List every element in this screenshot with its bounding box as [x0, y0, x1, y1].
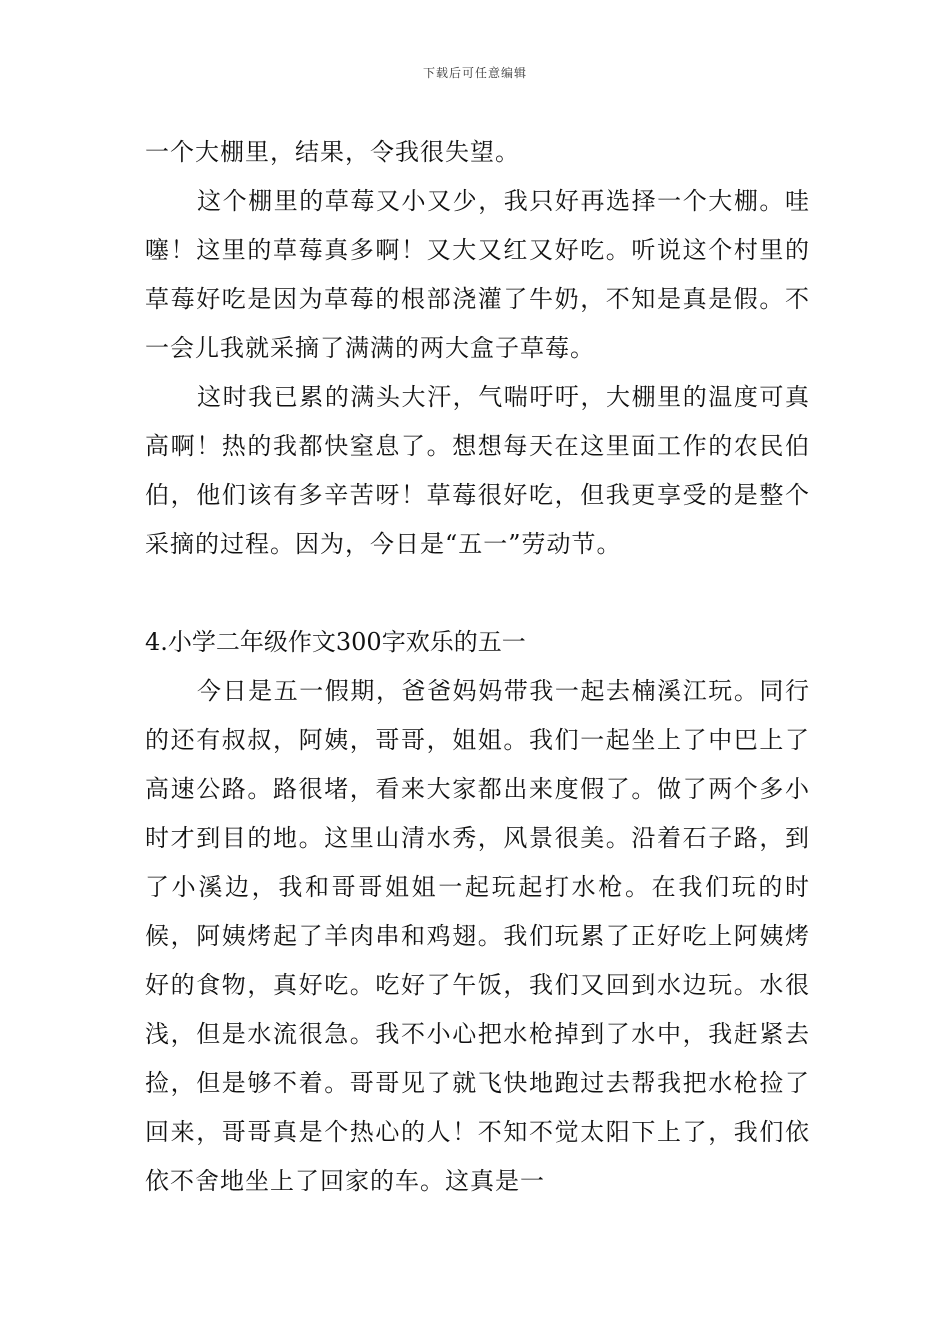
section-title: 4.小学二年级作文300字欢乐的五一 [145, 628, 526, 656]
paragraph: 今日是五一假期，爸爸妈妈带我一起去楠溪江玩。同行的还有叔叔，阿姨，哥哥，姐姐。我们一起坐上了中巴上了高速公路。路很堵，看来大家都出来度假了。做了两个多小时才到目的地。这里山清水秀，风景很美。沿着石子路，到了小溪边，我和哥哥姐姐一起玩起打水枪。在我们玩的时候，阿姨烤起了羊肉串和鸡翅。我们玩累了正好吃上阿姨烤好的食物，真好吃。吃好了午饭，我们又回到水边玩。水很浅，但是水流很急。我不小心把水枪掉到了水中，我赶紧去捡，但是够不着。哥哥见了就飞快地跑过去帮我把水枪捡了回来，哥哥真是个热心的人！不知不觉太阳下上了，我们依依不舍地坐上了回家的车。这真是一 [145, 677, 810, 1195]
document-body [145, 128, 810, 1206]
header-note: 下载后可任意编辑 [422, 66, 527, 80]
paragraph: 这时我已累的满头大汗，气喘吁吁，大棚里的温度可真高啊！热的我都快窒息了。想想每天在这里面工作的农民伯伯，他们该有多辛苦呀！草莓很好吃，但我更享受的是整个采摘的过程。因为，今日是“五一”劳动节。 [145, 383, 810, 558]
paragraph-continuation: 一个大棚里，结果，令我很失望。 [145, 138, 520, 166]
paragraph: 这个棚里的草莓又小又少，我只好再选择一个大棚。哇噻！这里的草莓真多啊！又大又红又好吃。听说这个村里的草莓好吃是因为草莓的根部浇灌了牛奶，不知是真是假。不一会儿我就采摘了满满的两大盒子草莓。 [145, 187, 810, 362]
